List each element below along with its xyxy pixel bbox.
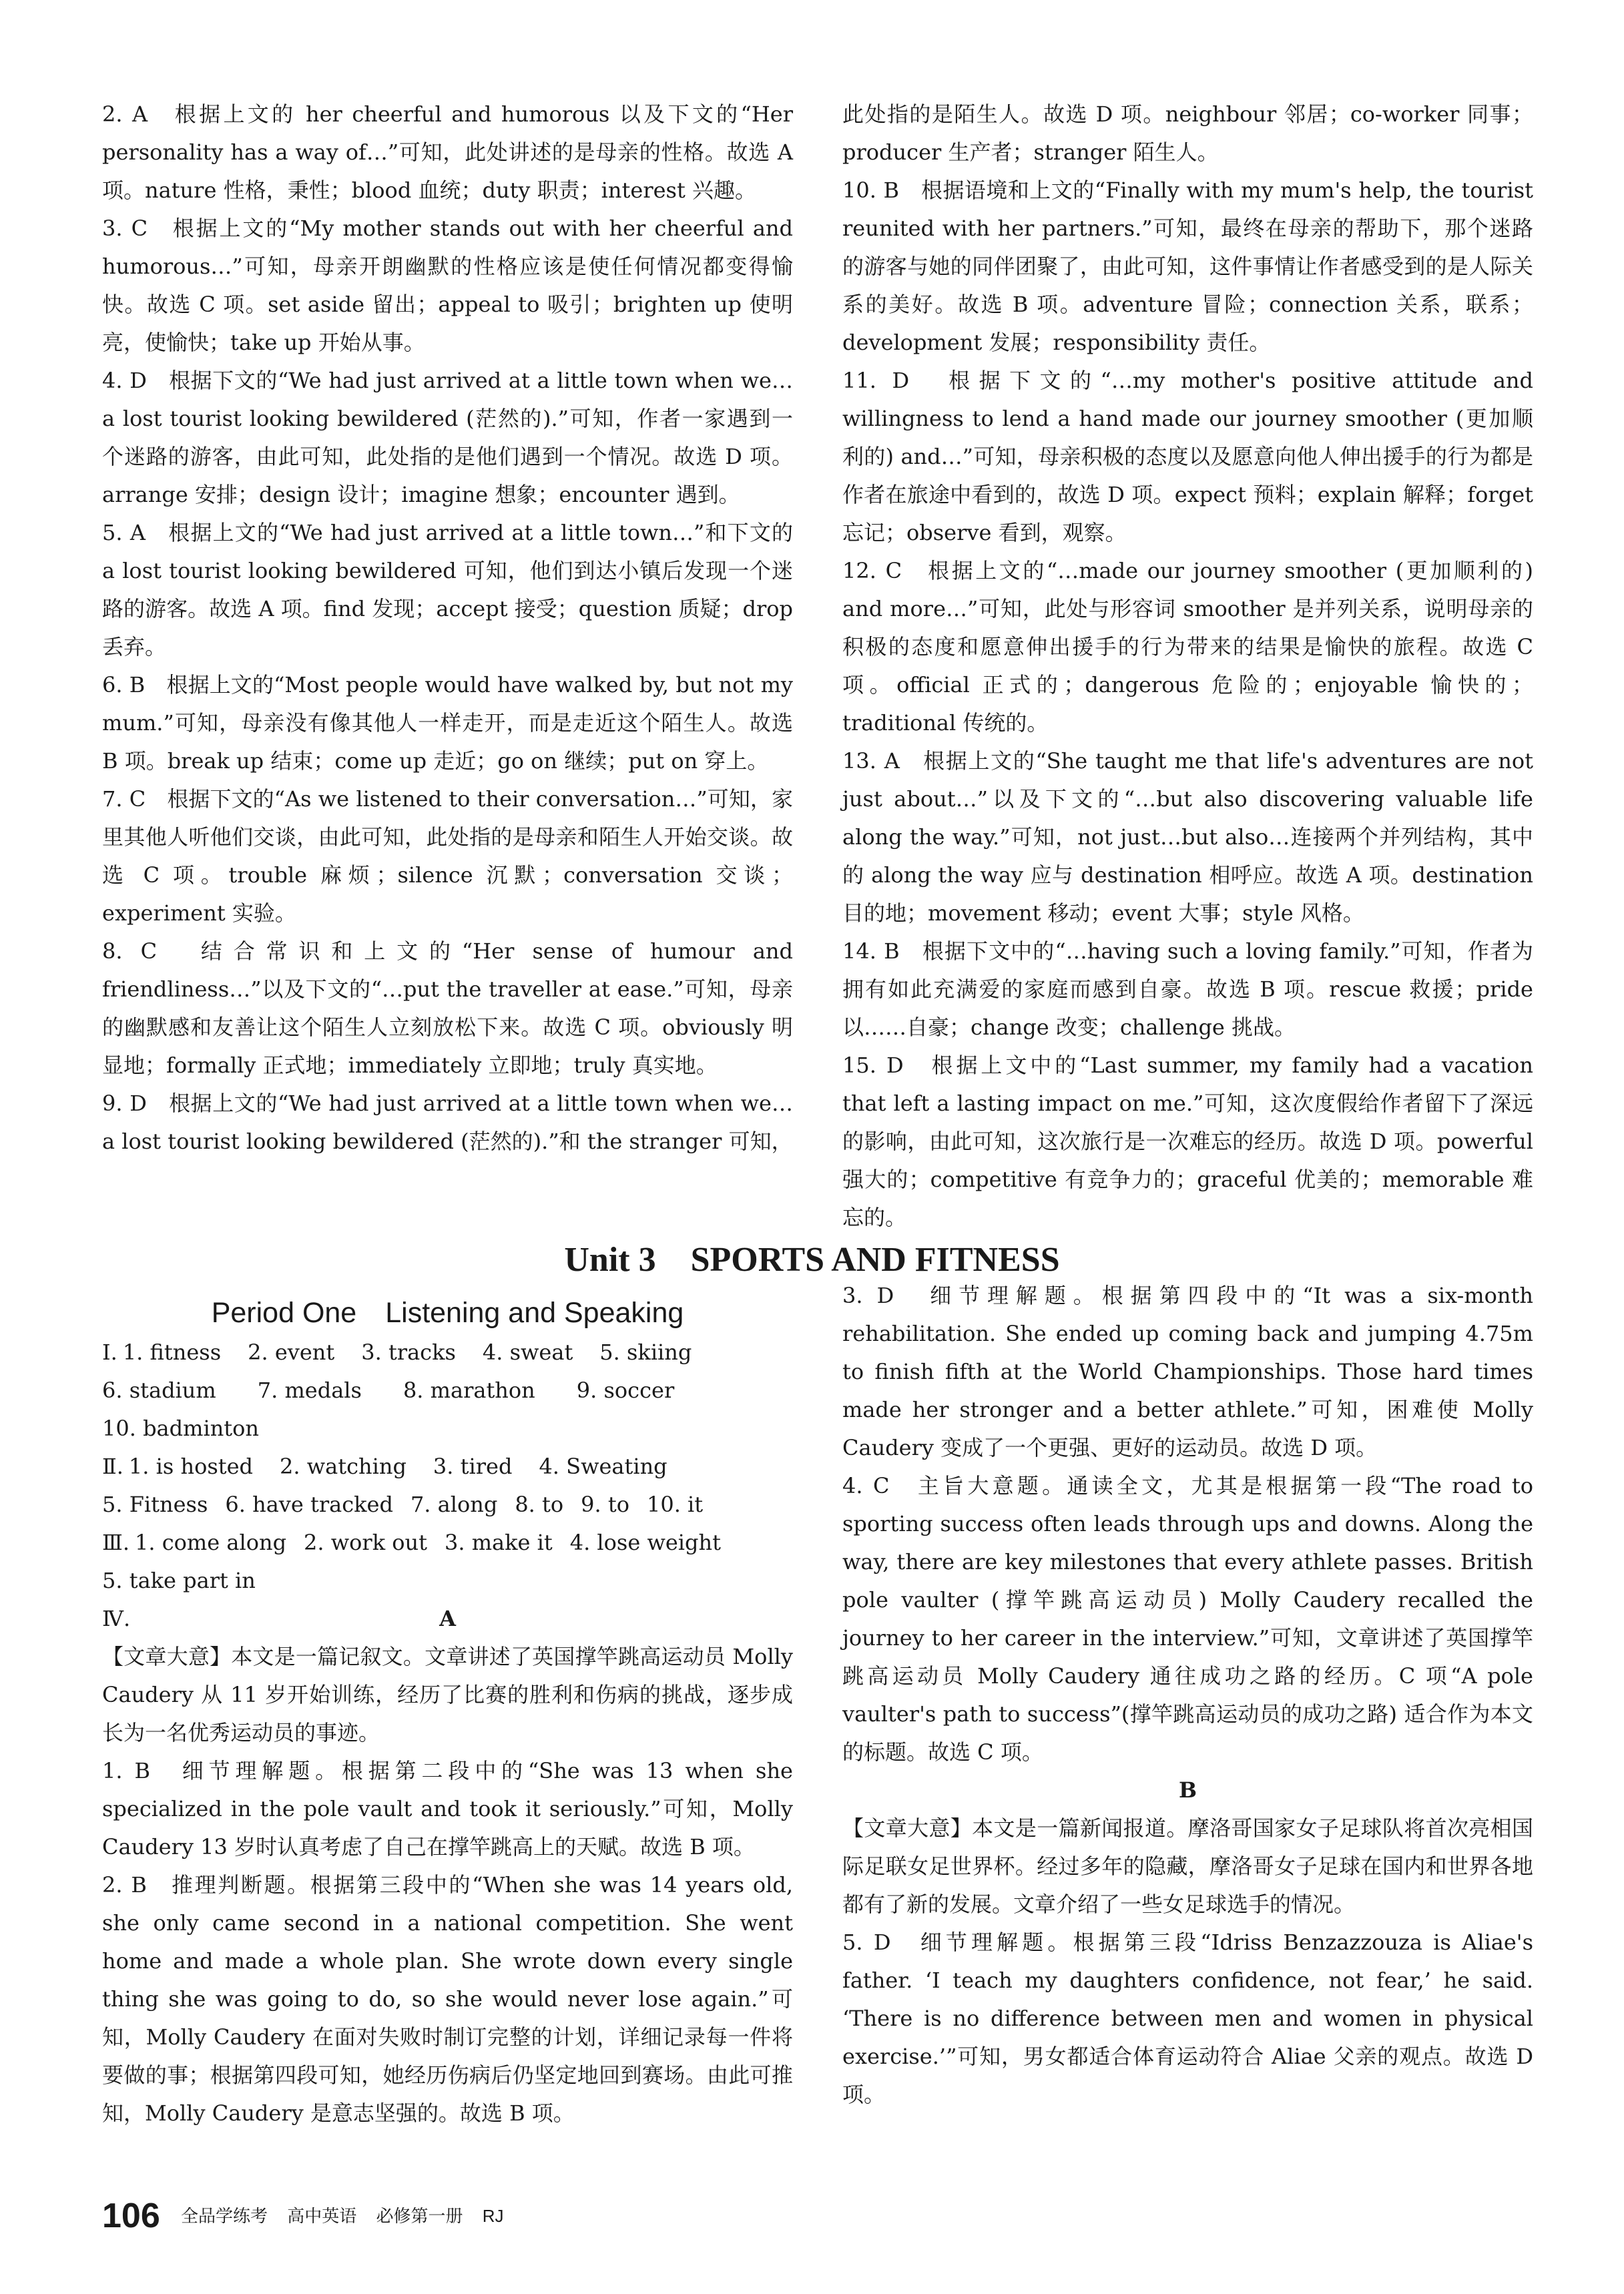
answer-item: 2. B 推理判断题。根据第三段中的“When she was 14 years old, she only came second in a national competition. She went home and made a whole plan. She wrote down every single thing she was going to do, so she would never lose again.”可知，Molly Caudery 在面对失败时制订完整的计划，详细记录每一件将要做的事；根据第四段可知，她经历伤病后仍坚定地回到赛场。由此可推知，Molly Caudery 是意志坚强的。故选 B 项。 <box>102 1872 793 2126</box>
answer: 1. is hosted <box>128 1454 254 1479</box>
section-label: Ⅱ. <box>102 1454 123 1479</box>
edition-label: RJ <box>482 2206 504 2227</box>
left-column-bottom <box>102 1334 793 2132</box>
unit-title: Unit 3 SPORTS AND FITNESS <box>564 1241 1060 1279</box>
left-column-top <box>102 95 793 1161</box>
answer: 5. Fitness <box>102 1492 208 1517</box>
passage-b-label: B <box>1178 1777 1197 1803</box>
answer: 7. medals <box>257 1378 362 1403</box>
section-label: Ⅲ. <box>102 1530 130 1555</box>
answer: 1. fitness <box>122 1340 222 1365</box>
answer-item: 8. C 结合常识和上文的“Her sense of humour and friendliness…”以及下文的“…put the traveller at ease.”可知，母亲的幽默感和友善让这个陌生人立刻放松下来。故选 C 项。obviously 明显地；formally 正式地；immediately 立即地；truly 真实地。 <box>102 938 793 1078</box>
answer-item: 10. B 根据语境和上文的“Finally with my mum's help, the tourist reunited with her partners.”可知，最终在母亲的帮助下，那个迷路的游客与她的同伴团聚了，由此可知，这件事情让作者感受到的是人际关系的美好。故选 B 项。adventure 冒险；connection 关系，联系；development 发展；responsibility 责任。 <box>842 178 1533 355</box>
answer: 5. take part in <box>102 1568 256 1593</box>
section-4-row <box>102 1600 793 1638</box>
answer-item: 此处指的是陌生人。故选 D 项。neighbour 邻居；co-worker 同事；producer 生产者；stranger 陌生人。 <box>842 101 1533 165</box>
answer-item: 5. A 根据上文的“We had just arrived at a little town…”和下文的 a lost tourist looking bewildered 可知，他们到达小镇后发现一个迷路的游客。故选 A 项。find 发现；accept 接受；question 质疑；drop 丢弃。 <box>102 520 793 659</box>
answer-item: 4. C 主旨大意题。通读全文，尤其是根据第一段“The road to sporting success often leads through ups and downs. Along the way, there are key milestones that every athlete passes. British pole vaulter (撑竿跳高运动员) Molly Caudery recalled the journey to her career in the interview.”可知，文章讲述了英国撑竿跳高运动员 Molly Caudery 通往成功之路的经历。C 项“A pole vaulter's path to success”(撑竿跳高运动员的成功之路) 适合作为本文的标题。故选 C 项。 <box>842 1473 1533 1765</box>
answer: 7. along <box>410 1492 498 1517</box>
passage-a-label: A <box>439 1606 456 1631</box>
subject-name: 高中英语 <box>287 2206 357 2227</box>
answer: 8. marathon <box>402 1378 535 1403</box>
answer: 1. come along <box>135 1530 287 1555</box>
answer: 3. tracks <box>361 1340 456 1365</box>
section-label: Ⅰ. <box>102 1340 117 1365</box>
page-number: 106 <box>102 2197 160 2236</box>
section-2-row <box>102 1448 793 1486</box>
answer-item: 5. D 细节理解题。根据第三段“Idriss Benzazzouza is Aliae's father. ‘I teach my daughters confidence, not fear,’ he said. ‘There is no difference between men and women in physical exercise.’”可知，男女都适合体育运动符合 Aliae 父亲的观点。故选 D 项。 <box>842 1930 1533 2107</box>
answer: 9. soccer <box>576 1378 675 1403</box>
answer: 10. it <box>646 1492 704 1517</box>
answer-item: 4. D 根据下文的“We had just arrived at a little town when we…a lost tourist looking bewildered (茫然的).”可知，作者一家遇到一个迷路的游客，由此可知，此处指的是他们遇到一个情况。故选 D 项。arrange 安排；design 设计；imagine 想象；encounter 遇到。 <box>102 368 793 507</box>
answer-item: 7. C 根据下文的“As we listened to their conversation…”可知，家里其他人听他们交谈，由此可知，此处指的是母亲和陌生人开始交谈。故选 C 项。trouble 麻烦；silence 沉默；conversation 交谈；experiment 实验。 <box>102 786 793 926</box>
answer: 2. watching <box>280 1454 407 1479</box>
right-column-bottom <box>842 1277 1533 2114</box>
answer: 2. event <box>248 1340 335 1365</box>
answer-item: 9. D 根据上文的“We had just arrived at a little town when we…a lost tourist looking bewildered (茫然的).”和 the stranger 可知， <box>102 1091 793 1154</box>
page-footer <box>102 2195 519 2236</box>
answer: 4. Sweating <box>539 1454 667 1479</box>
answer: 9. to <box>581 1492 629 1517</box>
answer: 5. skiing <box>599 1340 692 1365</box>
summary-paragraph: 【文章大意】本文是一篇新闻报道。摩洛哥国家女子足球队将首次亮相国际足联女足世界杯。经过多年的隐藏，摩洛哥女子足球在国内和世界各地都有了新的发展。文章介绍了一些女足球选手的情况。 <box>842 1815 1533 1917</box>
answer: 10. badminton <box>102 1416 260 1441</box>
answer: 6. stadium <box>102 1378 216 1403</box>
answer-item: 3. D 细节理解题。根据第四段中的“It was a six-month rehabilitation. She ended up coming back and jumping 4.75m to finish fifth at the World Championships. Those hard times made her stronger and a better athlete.”可知，困难使 Molly Caudery 变成了一个更强、更好的运动员。故选 D 项。 <box>842 1283 1533 1460</box>
summary-paragraph: 【文章大意】本文是一篇记叙文。文章讲述了英国撑竿跳高运动员 Molly Caudery 从 11 岁开始训练，经历了比赛的胜利和伤病的挑战，逐步成长为一名优秀运动员的事迹。 <box>102 1644 793 1745</box>
answer: 2. work out <box>304 1530 427 1555</box>
answer-item: 13. A 根据上文的“She taught me that life's adventures are not just about…”以及下文的“…but also discovering valuable life along the way.”可知，not just…but also…连接两个并列结构，其中的 along the way 应与 destination 相呼应。故选 A 项。destination 目的地；movement 移动；event 大事；style 风格。 <box>842 748 1533 926</box>
answer-item: 1. B 细节理解题。根据第二段中的“She was 13 when she specialized in the pole vault and took it seriously.”可知，Molly Caudery 13 岁时认真考虑了自己在撑竿跳高上的天赋。故选 B 项。 <box>102 1758 793 1859</box>
answer: 8. to <box>515 1492 564 1517</box>
answer-item: 6. B 根据上文的“Most people would have walked by, but not my mum.”可知，母亲没有像其他人一样走开，而是走近这个陌生人。故选 B 项。break up 结束；come up 走近；go on 继续；put on 穿上。 <box>102 672 793 774</box>
answer: 3. tired <box>433 1454 513 1479</box>
right-column-top <box>842 95 1533 1237</box>
answer: 6. have tracked <box>225 1492 393 1517</box>
section-1-row <box>102 1334 793 1372</box>
answer-item: 15. D 根据上文中的“Last summer, my family had a vacation that left a lasting impact on me.”可知，这次度假给作者留下了深远的影响，由此可知，这次旅行是一次难忘的经历。故选 D 项。powerful 强大的；competitive 有竞争力的；graceful 优美的；memorable 难忘的。 <box>842 1053 1533 1230</box>
answer: 4. lose weight <box>569 1530 721 1555</box>
answer-item: 14. B 根据下文中的“…having such a loving family.”可知，作者为拥有如此充满爱的家庭而感到自豪。故选 B 项。rescue 救援；pride 以……自豪；change 改变；challenge 挑战。 <box>842 938 1533 1040</box>
period-title: Period One Listening and Speaking <box>211 1297 684 1329</box>
section-1-row <box>102 1372 793 1410</box>
section-3-row <box>102 1524 793 1562</box>
answer-item: 11. D 根据下文的“…my mother's positive attitude and willingness to lend a hand made our journey smoother (更加顺利的) and…”可知，母亲积极的态度以及愿意向他人伸出援手的行为都是作者在旅途中看到的，故选 D 项。expect 预料；explain 解释；forget 忘记；observe 看到，观察。 <box>842 368 1533 545</box>
series-name: 全品学练考 <box>181 2206 268 2227</box>
answer: 4. sweat <box>482 1340 573 1365</box>
answer-item: 3. C 根据上文的“My mother stands out with her cheerful and humorous…”可知，母亲开朗幽默的性格应该是使任何情况都变得愉快。故选 C 项。set aside 留出；appeal to 吸引；brighten up 使明亮，使愉快；take up 开始从事。 <box>102 216 793 355</box>
section-1-row <box>102 1410 793 1448</box>
section-label: Ⅳ. <box>102 1606 131 1631</box>
answer-item: 12. C 根据上文的“…made our journey smoother (更加顺利的) and more…”可知，此处与形容词 smoother 是并列关系，说明母亲的积极的态度和愿意伸出援手的行为带来的结果是愉快的旅程。故选 C 项。official 正式的；dangerous 危险的；enjoyable 愉快的；traditional 传统的。 <box>842 558 1533 736</box>
answer: 3. make it <box>445 1530 553 1555</box>
section-3-row <box>102 1562 793 1600</box>
answer-item: 2. A 根据上文的 her cheerful and humorous 以及下文的“Her personality has a way of…”可知，此处讲述的是母亲的性格。故选 A 项。nature 性格，秉性；blood 血统；duty 职责；interest 兴趣。 <box>102 101 793 203</box>
book-name: 必修第一册 <box>376 2206 463 2227</box>
section-2-row <box>102 1486 793 1524</box>
